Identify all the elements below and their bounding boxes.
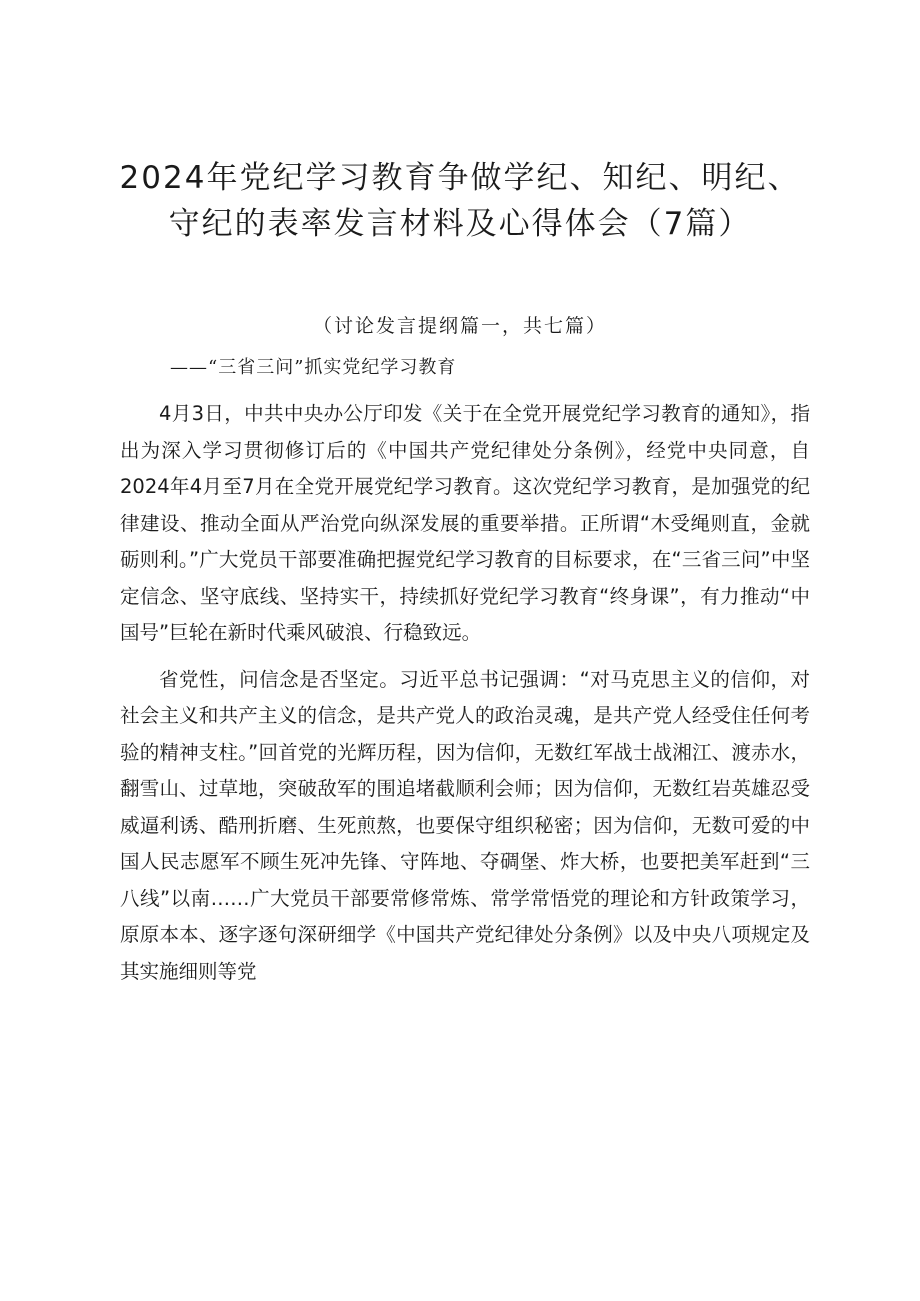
document-subtitle: （讨论发言提纲篇一，共七篇） [312,315,607,337]
document-body [120,396,810,990]
document-theme-line: ——“三省三问”抓实党纪学习教育 [170,357,457,378]
body-paragraph: 4月3日，中共中央办公厅印发《关于在全党开展党纪学习教育的通知》，指出为深入学习贯彻修订后的《中国共产党纪律处分条例》，经党中央同意，自2024年4月至7月在全党开展党纪学习教育。这次党纪学习教育，是加强党的纪律建设、推动全面从严治党向纵深发展的重要举措。正所谓“木受绳则直，金就砺则利。”广大党员干部要准确把握党纪学习教育的目标要求，在“三省三问”中坚定信念、坚守底线、坚持实干，持续抓好党纪学习教育“终身课”，有力推动“中国号”巨轮在新时代乘风破浪、行稳致远。 [120,402,810,644]
document-title: 2024年党纪学习教育争做学纪、知纪、明纪、守纪的表率发言材料及心得体会（7篇） [119,160,801,242]
body-paragraph: 省党性，问信念是否坚定。习近平总书记强调：“对马克思主义的信仰，对社会主义和共产主义的信念，是共产党人的政治灵魂，是共产党人经受住任何考验的精神支柱。”回首党的光辉历程，因为信仰，无数红军战士战湘江、渡赤水，翻雪山、过草地，突破敌军的围追堵截顺利会师；因为信仰，无数红岩英雄忍受威逼利诱、酷刑折磨、生死煎熬，也要保守组织秘密；因为信仰，无数可爱的中国人民志愿军不顾生死冲先锋、守阵地、夺碉堡、炸大桥，也要把美军赶到“三八线”以南……广大党员干部要常修常炼、常学常悟党的理论和方针政策学习，原原本本、逐字逐句深研细学《中国共产党纪律处分条例》以及中央八项规定及其实施细则等党 [120,667,810,983]
